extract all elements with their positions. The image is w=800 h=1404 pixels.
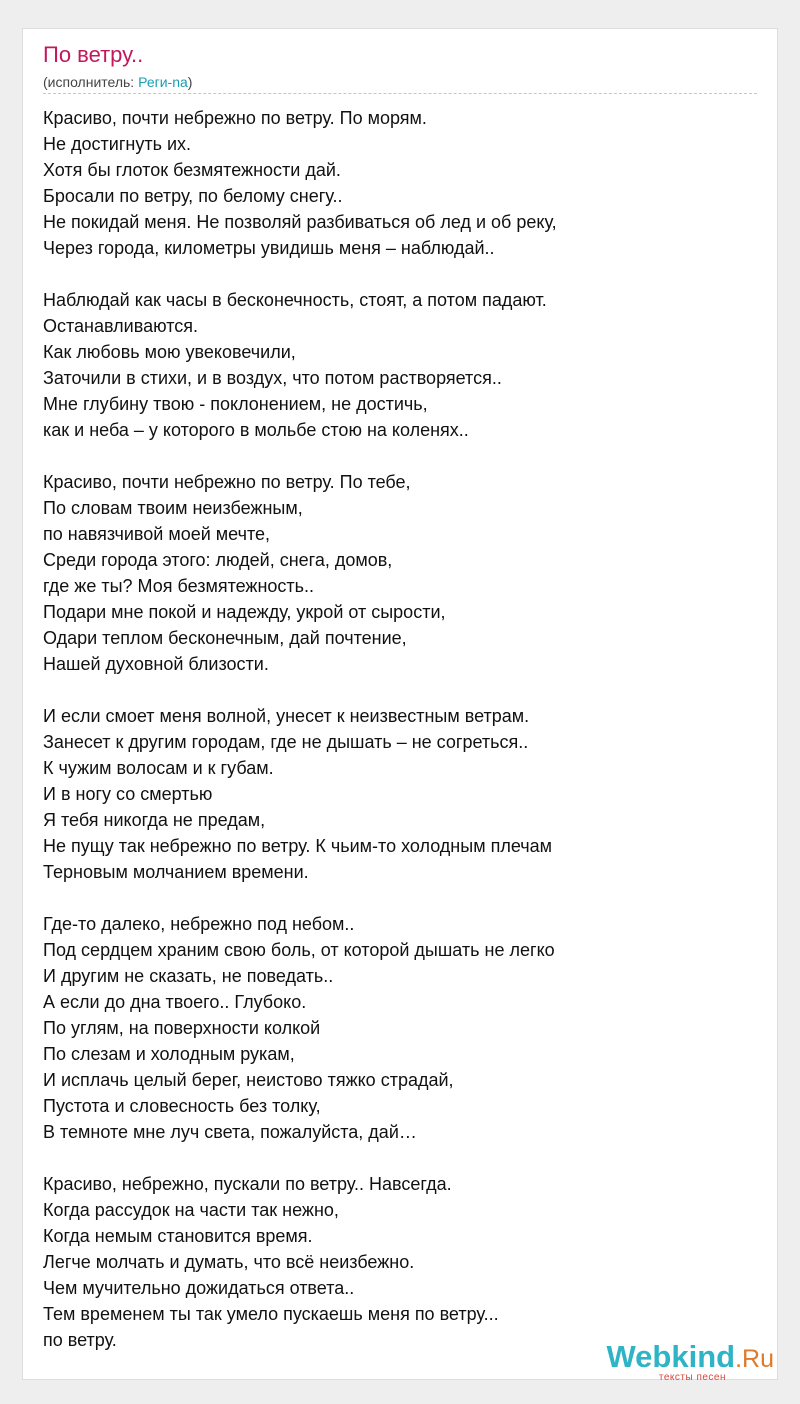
lyric-line: К чужим волосам и к губам. bbox=[43, 758, 274, 778]
lyric-line: Чем мучительно дожидаться ответа.. bbox=[43, 1278, 355, 1298]
stanza-break bbox=[43, 1145, 763, 1171]
lyric-line: Не покидай меня. Не позволяй разбиваться об лед и об реку, bbox=[43, 212, 557, 232]
lyric-line: по ветру. bbox=[43, 1330, 117, 1350]
lyric-line: Терновым молчанием времени. bbox=[43, 862, 309, 882]
divider bbox=[43, 93, 757, 94]
lyric-line: Нашей духовной близости. bbox=[43, 654, 269, 674]
lyric-line: Бросали по ветру, по белому снегу.. bbox=[43, 186, 343, 206]
lyric-line: И в ногу со смертью bbox=[43, 784, 213, 804]
lyric-line: И другим не сказать, не поведать.. bbox=[43, 966, 334, 986]
stanza-break bbox=[43, 677, 763, 703]
lyric-line: Я тебя никогда не предам, bbox=[43, 810, 266, 830]
lyric-line: Под сердцем храним свою боль, от которой дышать не легко bbox=[43, 940, 555, 960]
lyric-line: Занесет к другим городам, где не дышать – не согреться.. bbox=[43, 732, 529, 752]
lyric-line: И исплачь целый берег, неистово тяжко страдай, bbox=[43, 1070, 454, 1090]
lyric-line: Тем временем ты так умело пускаешь меня по ветру... bbox=[43, 1304, 499, 1324]
lyric-line: Как любовь мою увековечили, bbox=[43, 342, 296, 362]
lyric-line: Когда рассудок на части так нежно, bbox=[43, 1200, 339, 1220]
stanza-break bbox=[43, 443, 763, 469]
lyric-line: Хотя бы глоток безмятежности дай. bbox=[43, 160, 341, 180]
lyric-line: По углям, на поверхности колкой bbox=[43, 1018, 321, 1038]
lyric-line: как и неба – у которого в мольбе стою на коленях.. bbox=[43, 420, 469, 440]
logo-tld-text: .Ru bbox=[735, 1345, 774, 1373]
lyric-line: Не достигнуть их. bbox=[43, 134, 192, 154]
logo-tagline: тексты песен bbox=[658, 1372, 726, 1383]
lyric-line: По слезам и холодным рукам, bbox=[43, 1044, 295, 1064]
lyric-line: Когда немым становится время. bbox=[43, 1226, 313, 1246]
logo-main-text: Webkind bbox=[606, 1339, 736, 1374]
performer-suffix: ) bbox=[187, 74, 193, 90]
lyric-line: Останавливаются. bbox=[43, 316, 198, 336]
performer-prefix: (исполнитель: bbox=[43, 74, 139, 90]
lyrics-text bbox=[43, 105, 763, 1353]
lyric-line: Через города, километры увидишь меня – наблюдай.. bbox=[43, 238, 495, 258]
lyric-line: Заточили в стихи, и в воздух, что потом растворяется.. bbox=[43, 368, 502, 388]
stanza-break bbox=[43, 885, 763, 911]
lyric-line: Где-то далеко, небрежно под небом.. bbox=[43, 914, 355, 934]
lyric-line: Пустота и словесность без толку, bbox=[43, 1096, 321, 1116]
lyric-line: Красиво, почти небрежно по ветру. По морям. bbox=[43, 108, 427, 128]
lyric-line: Красиво, почти небрежно по ветру. По тебе, bbox=[43, 472, 411, 492]
performer-link[interactable]: Реги-na bbox=[138, 74, 188, 90]
logo-wordmark bbox=[606, 1340, 774, 1376]
lyric-line: Не пущу так небрежно по ветру. К чьим-то холодным плечам bbox=[43, 836, 552, 856]
song-title: По ветру.. bbox=[43, 42, 144, 67]
lyric-line: А если до дна твоего.. Глубоко. bbox=[43, 992, 307, 1012]
webkind-logo[interactable] bbox=[584, 1340, 774, 1386]
lyric-line: Красиво, небрежно, пускали по ветру.. Навсегда. bbox=[43, 1174, 452, 1194]
lyric-line: Мне глубину твою - поклонением, не достичь, bbox=[43, 394, 428, 414]
lyrics-card bbox=[22, 28, 778, 1380]
lyric-line: Легче молчать и думать, что всё неизбежно. bbox=[43, 1252, 415, 1272]
lyric-line: где же ты? Моя безмятежность.. bbox=[43, 576, 315, 596]
lyric-line: И если смоет меня волной, унесет к неизвестным ветрам. bbox=[43, 706, 530, 726]
lyric-line: Наблюдай как часы в бесконечность, стоят, а потом падают. bbox=[43, 290, 547, 310]
performer-line bbox=[43, 74, 192, 90]
lyric-line: Среди города этого: людей, снега, домов, bbox=[43, 550, 393, 570]
stanza-break bbox=[43, 261, 763, 287]
lyric-line: Подари мне покой и надежду, укрой от сырости, bbox=[43, 602, 446, 622]
lyric-line: Одари теплом бесконечным, дай почтение, bbox=[43, 628, 407, 648]
lyric-line: В темноте мне луч света, пожалуйста, дай… bbox=[43, 1122, 417, 1142]
lyric-line: по навязчивой моей мечте, bbox=[43, 524, 271, 544]
lyric-line: По словам твоим неизбежным, bbox=[43, 498, 303, 518]
